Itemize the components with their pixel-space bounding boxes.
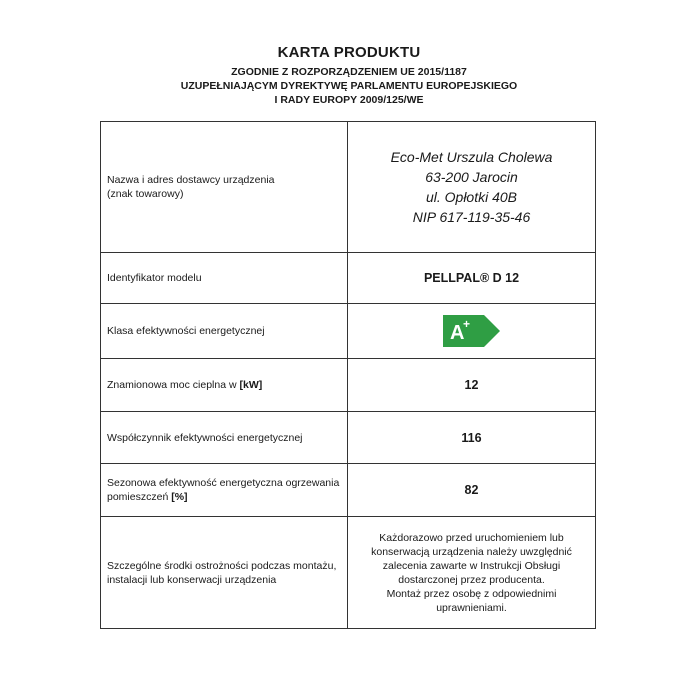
supplier-city: 63-200 Jarocin xyxy=(425,169,518,185)
subtitle-line: ZGODNIE Z ROZPORZĄDZENIEM UE 2015/1187 xyxy=(231,66,467,78)
seasonal-efficiency-value: 82 xyxy=(348,464,596,517)
supplier-street: ul. Opłotki 40B xyxy=(425,189,518,205)
energy-class-label: Klasa efektywności energetycznej xyxy=(101,304,348,359)
seasonal-efficiency-label xyxy=(101,464,348,517)
row-model xyxy=(101,253,596,304)
product-card-table xyxy=(100,121,596,629)
note-line: dostarczonej przez producenta. xyxy=(398,573,545,586)
unit-text: [kW] xyxy=(239,379,263,391)
label-line: instalacji lub konserwacji urządzenia xyxy=(107,573,277,586)
note-line: uprawnieniami. xyxy=(436,601,507,614)
row-seasonal-efficiency xyxy=(101,464,596,517)
subtitle-line: UZUPEŁNIAJĄCYM DYREKTYWĘ PARLAMENTU EUROPEJSKIEGO xyxy=(180,80,518,92)
efficiency-index-value: 116 xyxy=(348,412,596,464)
nominal-power-value: 12 xyxy=(348,359,596,412)
row-energy-class xyxy=(101,304,596,359)
subtitle-line: I RADY EUROPY 2009/125/WE xyxy=(274,94,424,106)
model-value: PELLPAL® D 12 xyxy=(348,253,596,304)
row-nominal-power xyxy=(101,359,596,412)
supplier-label xyxy=(101,122,348,253)
label-line: Sezonowa efektywność energetyczna ogrzewania xyxy=(107,477,340,489)
model-label: Identyfikator modelu xyxy=(101,253,348,304)
label-text: Znamionowa moc cieplna w xyxy=(107,379,240,391)
note-line: konserwacją urządzenia należy uwzględnić xyxy=(371,545,572,558)
energy-class-letter: A xyxy=(449,322,464,344)
note-line: Montaż przez osobę z odpowiednimi xyxy=(386,587,557,600)
row-supplier xyxy=(101,122,596,253)
supplier-value xyxy=(348,122,596,253)
row-precautions xyxy=(101,517,596,629)
label-line: Szczególne środki ostrożności podczas montażu, xyxy=(107,559,337,572)
note-line: Każdorazowo przed uruchomieniem lub xyxy=(379,531,564,544)
energy-arrow-icon xyxy=(443,315,501,347)
document-header xyxy=(0,44,698,107)
unit-text: [%] xyxy=(171,491,188,503)
note-line: zalecenia zawarte w Instrukcji Obsługi xyxy=(382,559,561,572)
row-efficiency-index xyxy=(101,412,596,464)
supplier-nip: NIP 617-119-35-46 xyxy=(412,209,531,225)
efficiency-index-label: Współczynnik efektywności energetycznej xyxy=(101,412,348,464)
precautions-label xyxy=(101,517,348,629)
energy-class-plus: + xyxy=(462,317,470,331)
energy-class-badge xyxy=(443,315,501,347)
supplier-name: Eco-Met Urszula Cholewa xyxy=(390,149,553,165)
label-line: pomieszczeń xyxy=(107,491,172,503)
energy-class-value xyxy=(348,304,596,359)
label-line: (znak towarowy) xyxy=(107,188,184,200)
regulation-subtitle xyxy=(0,65,698,107)
nominal-power-label xyxy=(101,359,348,412)
label-line: Nazwa i adres dostawcy urządzenia xyxy=(107,174,275,186)
page-title: KARTA PRODUKTU xyxy=(277,44,421,61)
precautions-value xyxy=(348,517,596,629)
